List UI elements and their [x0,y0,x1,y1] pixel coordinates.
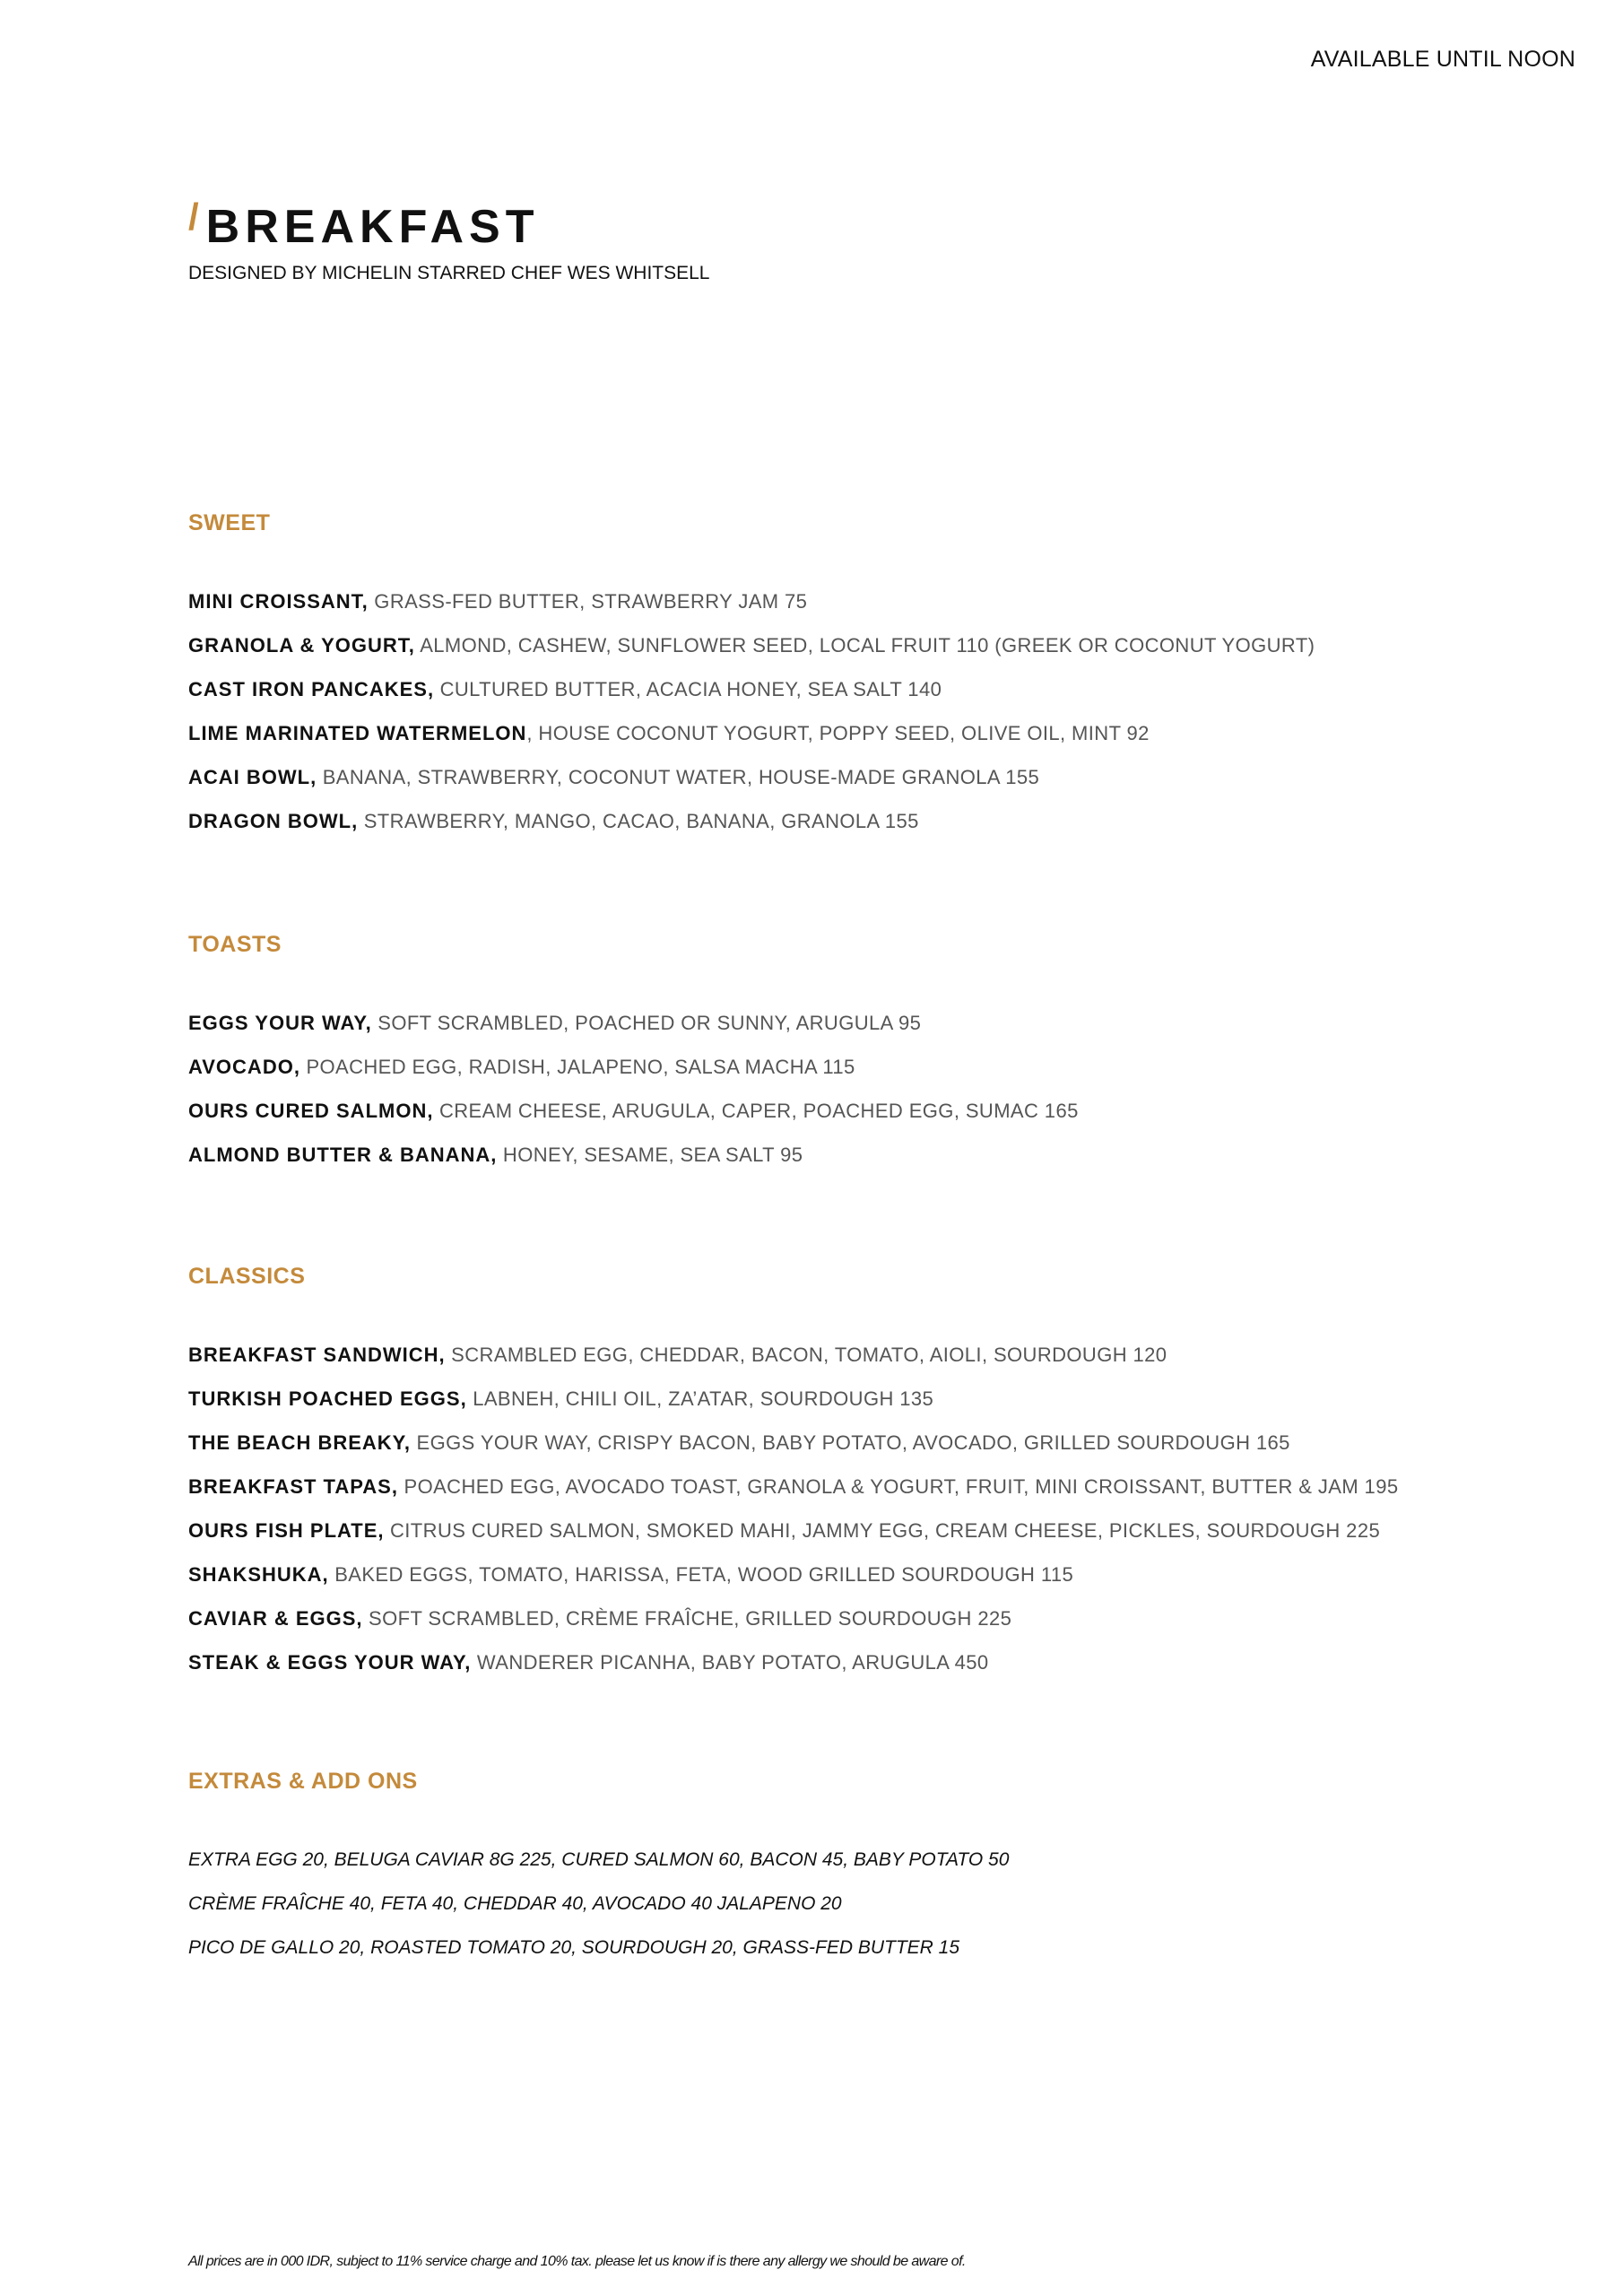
item-description: HONEY, SESAME, SEA SALT 95 [497,1144,803,1166]
section-title-extras: EXTRAS & ADD ONS [188,1769,418,1794]
menu-item [188,1640,1398,1684]
section-title-sweet: SWEET [188,510,271,535]
menu-header [188,196,710,284]
section-classics [188,1261,1398,1684]
item-name: MINI CROISSANT, [188,590,369,613]
item-description: POACHED EGG, RADISH, JALAPENO, SALSA MACHA 115 [299,1056,855,1078]
item-name: THE BEACH BREAKY, [188,1431,412,1454]
item-name: BREAKFAST SANDWICH, [188,1344,446,1366]
sweet-item-list [188,579,1315,843]
item-description: CREAM CHEESE, ARUGULA, CAPER, POACHED EGG, SUMAC 165 [433,1100,1079,1122]
item-description: BAKED EGGS, TOMATO, HARISSA, FETA, WOOD GRILLED SOURDOUGH 115 [328,1563,1074,1586]
item-name: CAST IRON PANCAKES, [188,678,435,700]
item-description: SOFT SCRAMBLED, POACHED OR SUNNY, ARUGULA 95 [371,1012,922,1034]
extras-line: PICO DE GALLO 20, ROASTED TOMATO 20, SOURDOUGH 20, GRASS-FED BUTTER 15 [188,1937,960,1958]
menu-item [188,1333,1398,1377]
item-name: STEAK & EGGS YOUR WAY, [188,1651,472,1674]
menu-item [188,799,1315,843]
item-description: EGGS YOUR WAY, CRISPY BACON, BABY POTATO, AVOCADO, GRILLED SOURDOUGH 165 [411,1431,1290,1454]
section-toasts [188,929,1079,1177]
menu-item [188,1465,1398,1509]
menu-item [188,1509,1398,1552]
item-name: OURS FISH PLATE, [188,1519,385,1542]
item-name: EGGS YOUR WAY, [188,1012,372,1034]
item-description: SOFT SCRAMBLED, CRÈME FRAÎCHE, GRILLED SOURDOUGH 225 [362,1607,1012,1630]
item-name: BREAKFAST TAPAS, [188,1475,398,1498]
classics-item-list [188,1333,1398,1684]
extras-line: EXTRA EGG 20, BELUGA CAVIAR 8G 225, CURED SALMON 60, BACON 45, BABY POTATO 50 [188,1849,1010,1870]
menu-item [188,755,1315,799]
item-name: SHAKSHUKA, [188,1563,329,1586]
menu-item [188,1089,1079,1133]
menu-item [188,1045,1079,1089]
section-title-classics: CLASSICS [188,1264,306,1289]
item-name: ACAI BOWL, [188,766,317,788]
item-description: SCRAMBLED EGG, CHEDDAR, BACON, TOMATO, AIOLI, SOURDOUGH 120 [445,1344,1167,1366]
page-title: BREAKFAST [205,201,540,253]
item-name: ALMOND BUTTER & BANANA, [188,1144,498,1166]
item-description: ALMOND, CASHEW, SUNFLOWER SEED, LOCAL FRUIT 110 (GREEK OR COCONUT YOGURT) [414,634,1315,657]
footer-note: All prices are in 000 IDR, subject to 11% service charge and 10% tax. please let us know if is there any allergy we should be aware of. [188,2254,966,2269]
menu-item [188,1421,1398,1465]
item-description: WANDERER PICANHA, BABY POTATO, ARUGULA 450 [471,1651,989,1674]
section-extras [188,1766,1009,1970]
extras-list [188,1838,1009,1970]
item-description: BANANA, STRAWBERRY, COCONUT WATER, HOUSE-MADE GRANOLA 155 [317,766,1040,788]
item-description: POACHED EGG, AVOCADO TOAST, GRANOLA & YOGURT, FRUIT, MINI CROISSANT, BUTTER & JAM 195 [397,1475,1399,1498]
item-name: TURKISH POACHED EGGS, [188,1387,467,1410]
menu-item [188,1133,1079,1177]
item-name: OURS CURED SALMON, [188,1100,434,1122]
availability-notice: AVAILABLE UNTIL NOON [1310,47,1575,72]
title-slash: / [188,196,199,238]
menu-item [188,623,1315,667]
menu-item [188,1377,1398,1421]
menu-item [188,1596,1398,1640]
toasts-item-list [188,1001,1079,1177]
section-title-toasts: TOASTS [188,932,282,957]
menu-item [188,711,1315,755]
item-name: GRANOLA & YOGURT, [188,634,415,657]
section-sweet [188,508,1315,843]
menu-item [188,1001,1079,1045]
menu-item [188,579,1315,623]
item-description: CITRUS CURED SALMON, SMOKED MAHI, JAMMY EGG, CREAM CHEESE, PICKLES, SOURDOUGH 225 [384,1519,1381,1542]
menu-item [188,667,1315,711]
page-subtitle: DESIGNED BY MICHELIN STARRED CHEF WES WHITSELL [188,263,710,283]
item-description: LABNEH, CHILI OIL, ZA’ATAR, SOURDOUGH 135 [466,1387,934,1410]
item-description: GRASS-FED BUTTER, STRAWBERRY JAM 75 [368,590,808,613]
item-description: CULTURED BUTTER, ACACIA HONEY, SEA SALT 140 [434,678,942,700]
item-name: CAVIAR & EGGS, [188,1607,363,1630]
menu-item [188,1552,1398,1596]
title-row [188,196,709,255]
item-name: DRAGON BOWL, [188,810,359,832]
extras-line: CRÈME FRAÎCHE 40, FETA 40, CHEDDAR 40, AVOCADO 40 JALAPENO 20 [188,1893,842,1914]
item-description: STRAWBERRY, MANGO, CACAO, BANANA, GRANOLA 155 [358,810,919,832]
item-name: AVOCADO, [188,1056,300,1078]
item-description: , HOUSE COCONUT YOGURT, POPPY SEED, OLIVE OIL, MINT 92 [526,722,1150,744]
item-name: LIME MARINATED WATERMELON [188,722,527,744]
